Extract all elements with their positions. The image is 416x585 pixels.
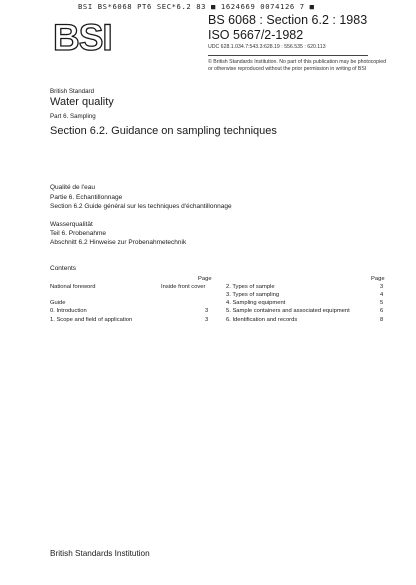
french-section: Section 6.2 Guide général sur les techniques d'échantillonnage — [50, 203, 232, 210]
iso-number: ISO 5667/2-1982 — [208, 28, 304, 42]
german-part: Teil 6. Probenahme — [50, 230, 107, 237]
series-label: British Standard — [50, 88, 95, 95]
toc-entry: 4. Sampling equipment — [226, 300, 286, 306]
contents-page-label-left: Page — [198, 276, 212, 282]
toc-entry-page: 3 — [205, 317, 209, 323]
toc-entry-page: 5 — [380, 300, 384, 306]
toc-entry: National foreword — [50, 284, 96, 290]
section-title: Section 6.2. Guidance on sampling techniques — [50, 125, 277, 137]
toc-entry: 6. Identification and records — [226, 317, 298, 323]
toc-entry: 0. Introduction — [50, 308, 87, 314]
toc-entry: 1. Scope and field of application — [50, 317, 133, 323]
standard-number: BS 6068 : Section 6.2 : 1983 — [208, 13, 368, 27]
french-part: Partie 6. Echantillonnage — [50, 194, 123, 201]
copyright-line-2: or otherwise reproduced without the prior permission in writing of BSI — [208, 66, 367, 72]
toc-entry: 5. Sample containers and associated equipment — [226, 308, 350, 314]
header-topline: BSI BS*6068 PT6 SEC*6.2 83 ■ 1624669 0074126 7 ■ — [78, 2, 315, 11]
toc-entry-page: 6 — [380, 308, 384, 314]
contents-heading: Contents — [50, 265, 77, 272]
udc-classification: UDC 628.1.034.7:543.3:628.19 : 556.535 : 620.113 — [208, 44, 326, 50]
german-title: Wasserqualität — [50, 221, 93, 228]
toc-entry-page: 8 — [380, 317, 384, 323]
contents-page-label-right: Page — [371, 276, 385, 282]
header-rule — [208, 55, 368, 56]
toc-entry-page: 4 — [380, 292, 384, 298]
toc-entry-page: 3 — [205, 308, 209, 314]
toc-entry-page: 3 — [380, 284, 384, 290]
german-section: Abschnitt 6.2 Hinweise zur Probenahmetechnik — [50, 239, 187, 246]
bsi-logo-text: BSI — [53, 17, 112, 58]
publisher-name: British Standards Institution — [50, 549, 150, 558]
part-label: Part 6. Sampling — [50, 113, 96, 120]
toc-subheading: Guide — [50, 300, 66, 306]
toc-entry: 2. Types of sample — [226, 284, 275, 290]
toc-entry: 3. Types of sampling — [226, 292, 280, 298]
french-title: Qualité de l'eau — [50, 184, 95, 191]
toc-entry-page: Inside front cover — [161, 284, 206, 290]
copyright-line-1: © British Standards Institution. No part of this publication may be photocopied — [208, 59, 386, 65]
document-title: Water quality — [50, 96, 114, 108]
bsi-logo — [52, 14, 112, 58]
